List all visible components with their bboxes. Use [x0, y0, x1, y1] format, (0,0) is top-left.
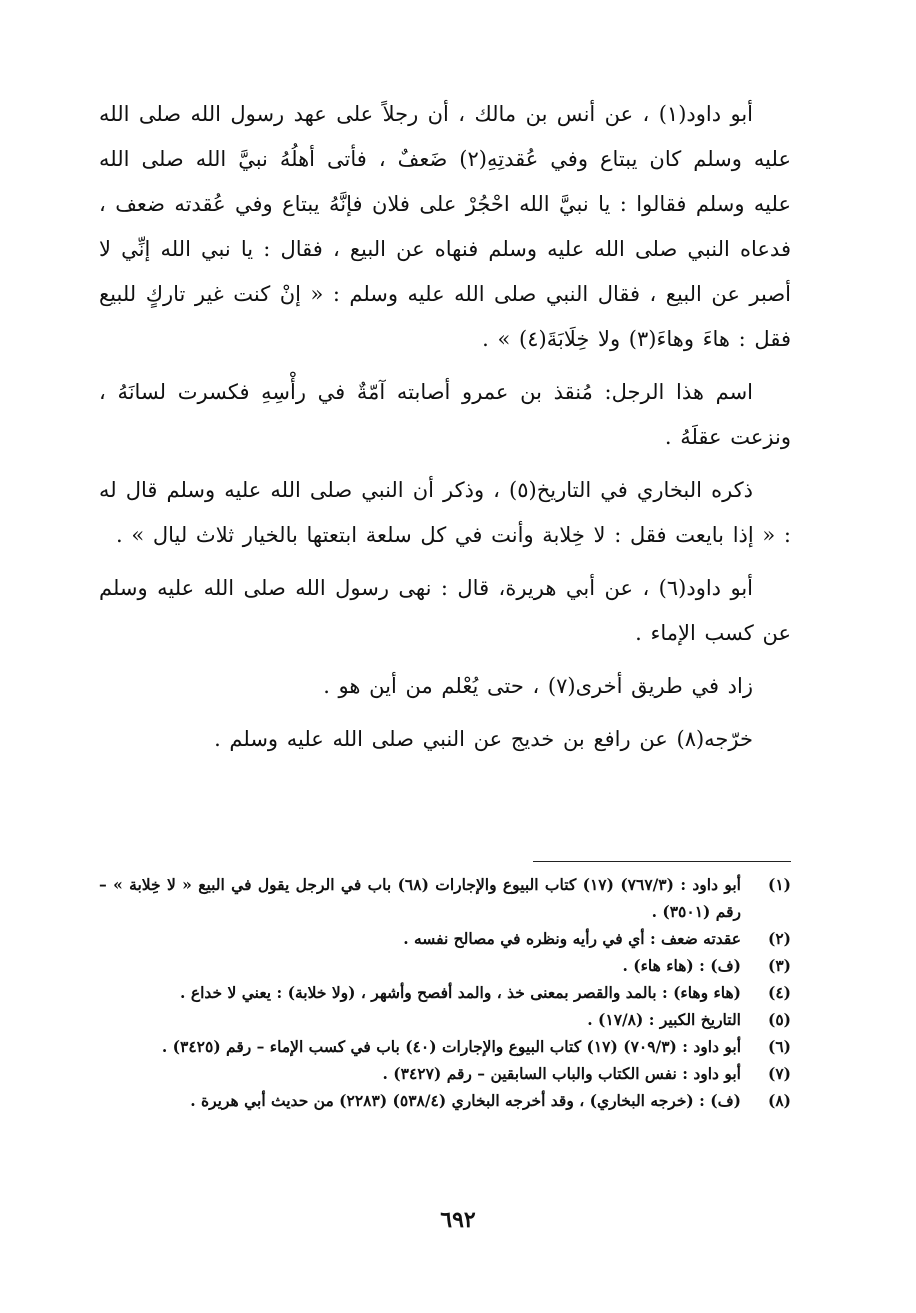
footnote-item — [99, 1087, 791, 1114]
footnotes — [99, 871, 791, 1114]
footnote-item — [99, 979, 791, 1006]
paragraph — [99, 664, 791, 709]
footnote-item — [99, 952, 791, 979]
main-text — [99, 92, 791, 770]
paragraph-text: خرّجه(٨) عن رافع بن خديج عن النبي صلى الله عليه وسلم . — [214, 727, 753, 751]
footnote-number: (٣) — [767, 956, 791, 975]
footnote-number: (٨) — [767, 1091, 791, 1110]
paragraph-text: أبو داود(٦) ، عن أبي هريرة، قال : نهى رسول الله صلى الله عليه وسلم عن كسب الإماء . — [99, 576, 791, 645]
footnote-text: أبو داود : (٧٠٩/٣) (١٧) كتاب البيوع والإجارات (٤٠) باب في كسب الإماء – رقم (٣٤٢٥) . — [161, 1037, 741, 1056]
footnote-number: (٧) — [767, 1064, 791, 1083]
paragraph — [99, 566, 791, 656]
footnote-number: (٤) — [767, 983, 791, 1002]
footnote-item — [99, 871, 791, 925]
footnote-text: (ف) : (هاء هاء) . — [622, 956, 741, 975]
footnote-item — [99, 1033, 791, 1060]
footnote-number: (٥) — [767, 1010, 791, 1029]
footnote-text: (هاء وهاء) : بالمد والقصر بمعنى خذ ، والمد أفصح وأشهر ، (ولا خلابة) : يعني لا خداع . — [180, 983, 741, 1002]
paragraph-text: اسم هذا الرجل: مُنقذ بن عمرو أصابته آمّةٌ في رأْسِهِ فكسرت لسانَهُ ، ونزعت عقلَهُ . — [99, 380, 791, 449]
footnote-text: (ف) : (خرجه البخاري) ، وقد أخرجه البخاري (٥٣٨/٤) (٢٢٨٣) من حديث أبي هريرة . — [190, 1091, 741, 1110]
footnote-number: (٢) — [767, 929, 791, 948]
paragraph-text: ذكره البخاري في التاريخ(٥) ، وذكر أن النبي صلى الله عليه وسلم قال له : « إذا بايعت فقل : لا خِلابة وأنت في كل سلعة ابتعتها بالخيار ثلاث ليال » . — [99, 478, 791, 547]
footnote-divider — [533, 861, 791, 862]
footnote-number: (٦) — [767, 1037, 791, 1056]
footnote-text: عقدته ضعف : أي في رأيه ونظره في مصالح نفسه . — [403, 929, 741, 948]
footnote-text: التاريخ الكبير : (١٧/٨) . — [587, 1010, 741, 1029]
paragraph — [99, 92, 791, 362]
footnote-item — [99, 1060, 791, 1087]
paragraph — [99, 370, 791, 460]
footnote-text: أبو داود : نفس الكتاب والباب السابقين – رقم (٣٤٢٧) . — [382, 1064, 741, 1083]
paragraph-text: أبو داود(١) ، عن أنس بن مالك ، أن رجلاً على عهد رسول الله صلى الله عليه وسلم كان يبتاع وفي عُقدتِهِ(٢) ضَعفٌ ، فأتى أهلُهُ نبيَّ الله صلى الله عليه وسلم فقالوا : يا نبيَّ الله احْجُرْ على فلان فإنَّهُ يبتاع وفي عُقدته ضعف ، فدعاه النبي صلى الله عليه وسلم فنهاه عن البيع ، فقال : يا نبي الله إنِّي لا أصبر عن البيع ، فقال النبي صلى الله عليه وسلم : « إنْ كنت غير تاركٍ للبيع فقل : هاءَ وهاءَ(٣) ولا خِلَابَةَ(٤) » . — [99, 102, 792, 351]
paragraph — [99, 468, 791, 558]
footnote-item — [99, 925, 791, 952]
footnote-text: أبو داود : (٧٦٧/٣) (١٧) كتاب البيوع والإجارات (٦٨) باب في الرجل يقول في البيع « لا خِلابة » – رقم (٣٥٠١) . — [99, 875, 741, 921]
paragraph-text: زاد في طريق أخرى(٧) ، حتى يُعْلم من أين هو . — [323, 674, 753, 698]
footnote-item — [99, 1006, 791, 1033]
footnote-number: (١) — [767, 875, 791, 894]
paragraph — [99, 717, 791, 762]
page-number: ٦٩٢ — [440, 1207, 476, 1233]
